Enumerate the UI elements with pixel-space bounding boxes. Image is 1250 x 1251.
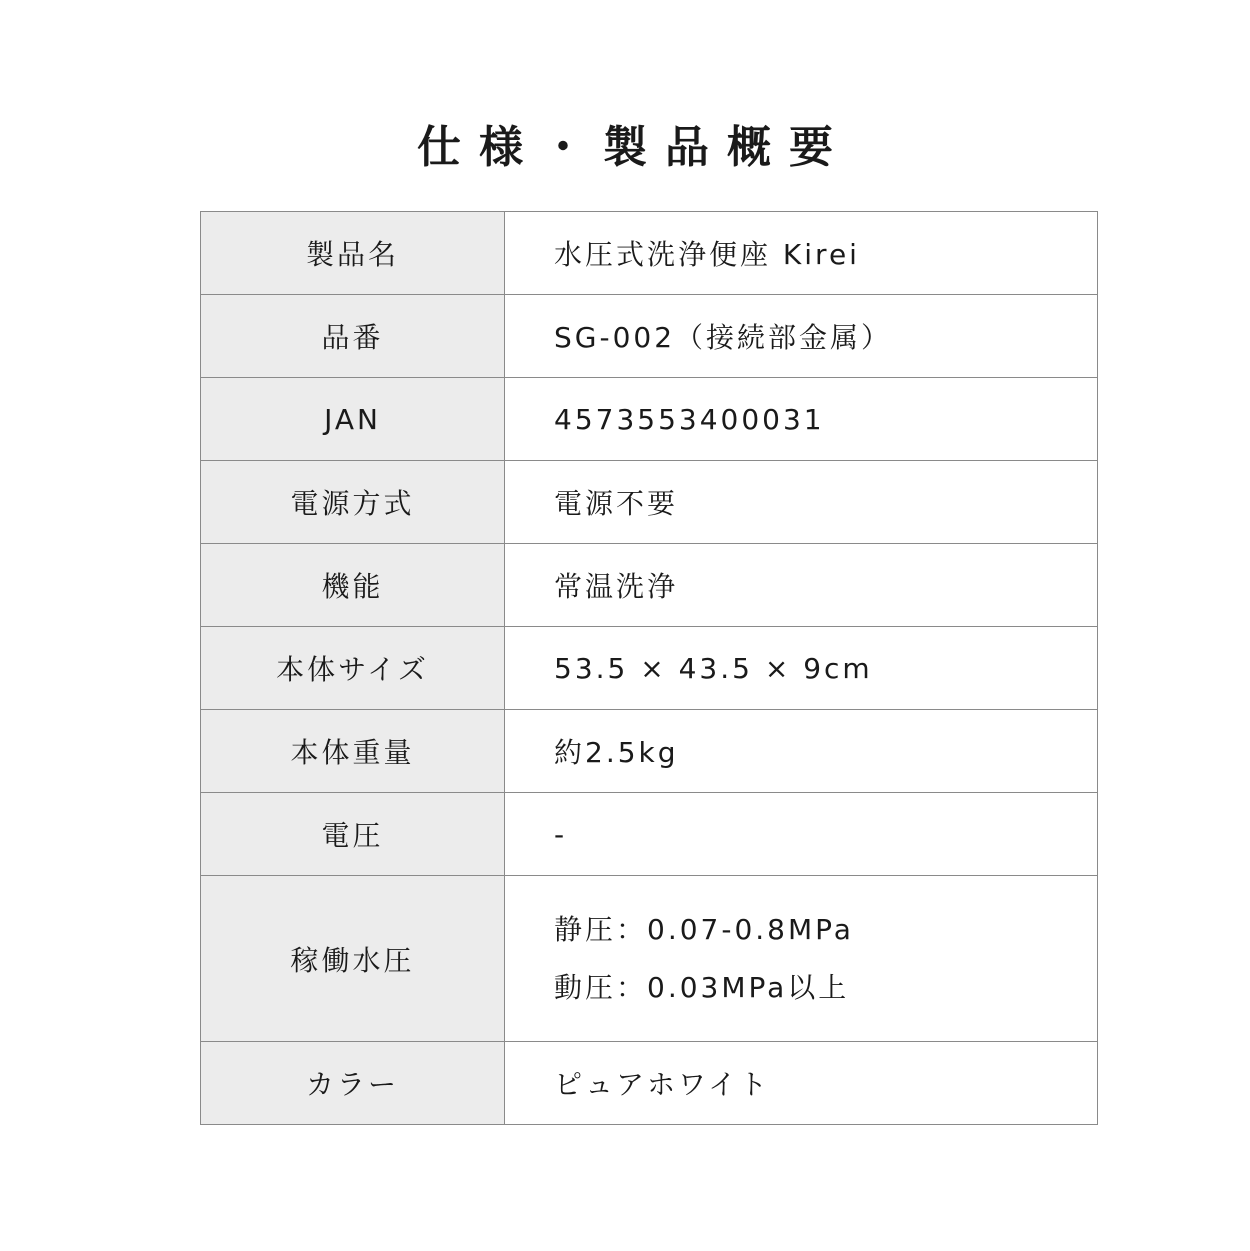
spec-value: 53.5 × 43.5 × 9cm [505, 627, 1098, 710]
table-row [201, 793, 1098, 876]
spec-label: 機能 [201, 544, 505, 627]
dynamic-pressure-line: 動圧：0.03MPa以上 [554, 970, 850, 1004]
spec-value: 常温洗浄 [505, 544, 1098, 627]
table-row [201, 544, 1098, 627]
spec-label: 品番 [201, 295, 505, 378]
spec-label: カラー [201, 1042, 505, 1125]
table-row [201, 212, 1098, 295]
spec-label: JAN [201, 378, 505, 461]
table-row [201, 710, 1098, 793]
table-row [201, 1042, 1098, 1125]
page-title: 仕様・製品概要 [417, 122, 851, 173]
spec-label: 本体重量 [201, 710, 505, 793]
spec-value: 水圧式洗浄便座 Kirei [505, 212, 1098, 295]
spec-label: 電源方式 [201, 461, 505, 544]
static-pressure-line: 静圧：0.07-0.8MPa [554, 912, 854, 946]
spec-value: 電源不要 [505, 461, 1098, 544]
spec-table [200, 211, 1098, 1125]
spec-value [505, 876, 1098, 1042]
table-row [201, 295, 1098, 378]
spec-value: 約2.5kg [505, 710, 1098, 793]
spec-label: 電圧 [201, 793, 505, 876]
table-row [201, 461, 1098, 544]
spec-value: SG-002（接続部金属） [505, 295, 1098, 378]
spec-label: 本体サイズ [201, 627, 505, 710]
table-row [201, 378, 1098, 461]
spec-value: 4573553400031 [505, 378, 1098, 461]
spec-label: 稼働水圧 [201, 876, 505, 1042]
table-row [201, 876, 1098, 1042]
spec-value: - [505, 793, 1098, 876]
spec-label: 製品名 [201, 212, 505, 295]
table-row [201, 627, 1098, 710]
spec-value: ピュアホワイト [505, 1042, 1098, 1125]
